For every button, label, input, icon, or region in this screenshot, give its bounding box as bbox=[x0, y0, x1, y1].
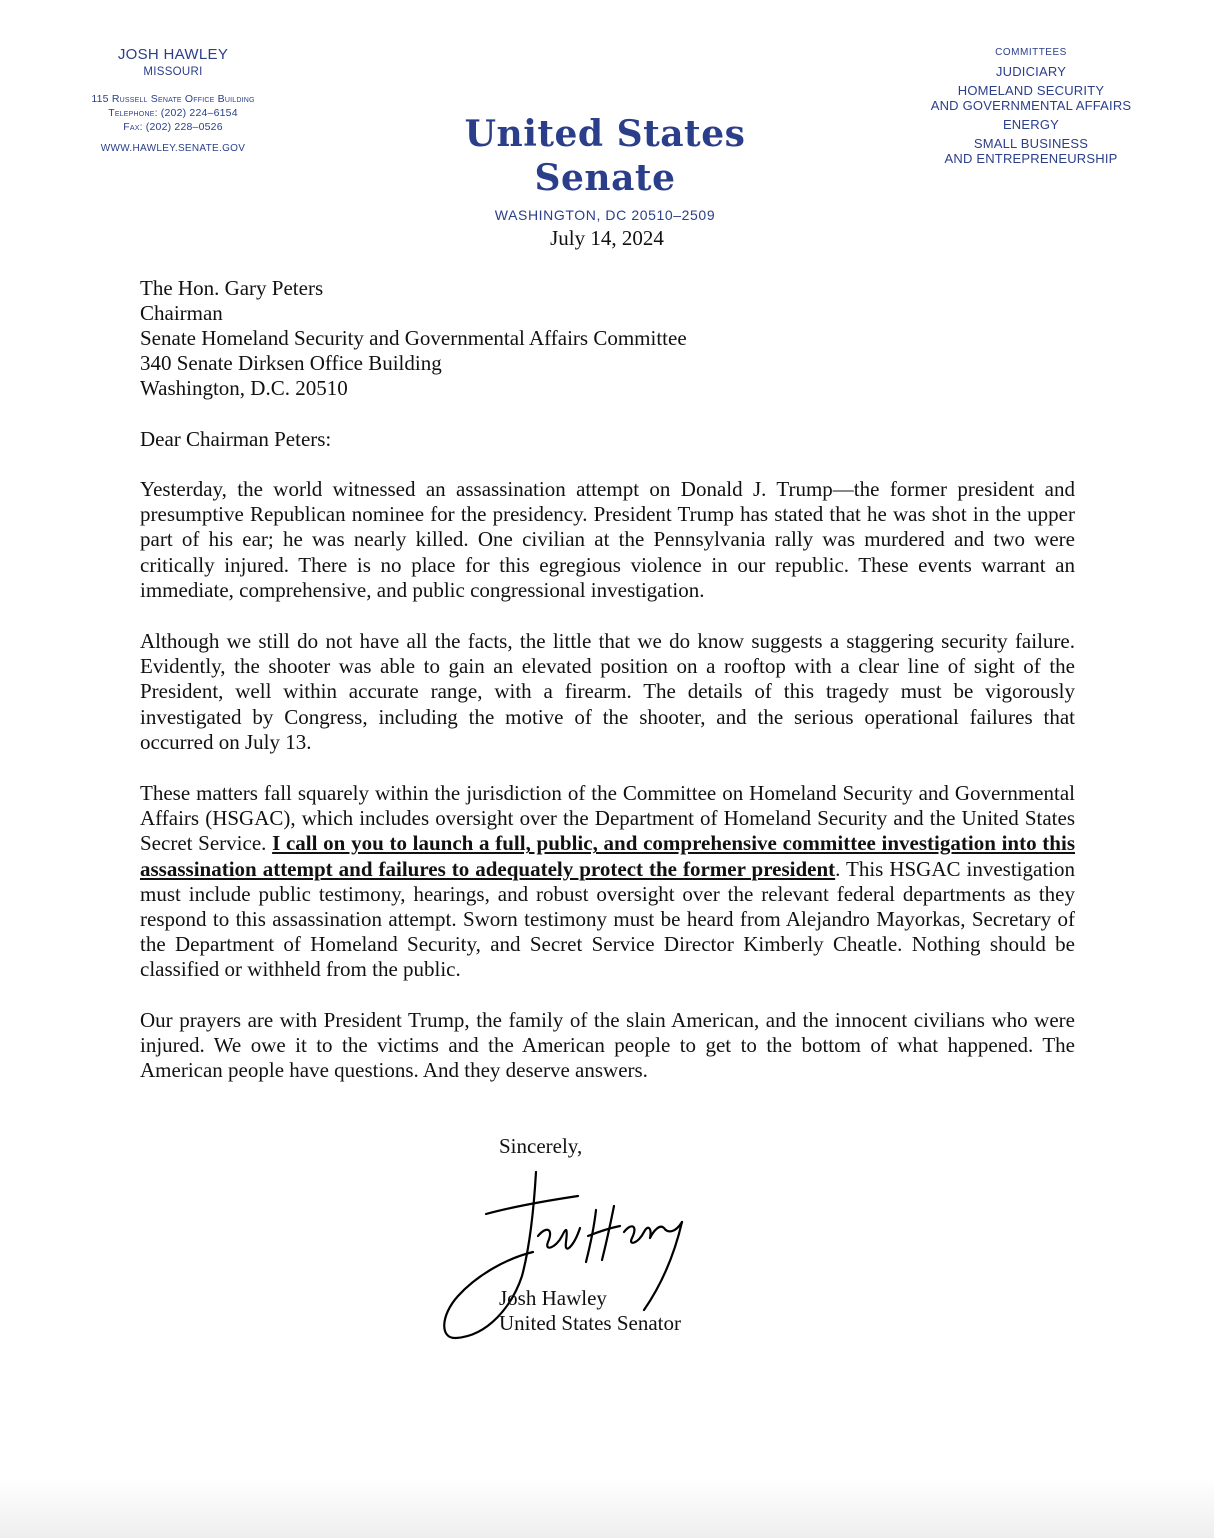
office-building: 115 Russell Senate Office Building bbox=[91, 93, 255, 105]
recipient-address bbox=[140, 276, 687, 401]
senator-name: JOSH HAWLEY bbox=[117, 46, 229, 63]
website-link[interactable]: WWW.HAWLEY.SENATE.GOV bbox=[100, 143, 246, 154]
paragraph-3-rest: . This HSGAC investigation must include public testimony, hearings, and robust oversight over the relevant federal departments as they respond to this assassination attempt. Sworn testimony must be heard from Alejandro Mayorkas, Secretary of the Department of Homeland Security, and Secret Service Director Kimberly Cheatle. Nothing should be classified or withheld from the public. bbox=[140, 856, 1075, 982]
recipient-title: Chairman bbox=[140, 301, 223, 325]
committee-homeland bbox=[915, 83, 1147, 113]
committee-homeland-line1: HOMELAND SECURITY bbox=[957, 83, 1105, 98]
senate-city: WASHINGTON, DC 20510–2509 bbox=[494, 207, 716, 223]
office-address bbox=[70, 92, 276, 134]
recipient-city: Washington, D.C. 20510 bbox=[140, 376, 348, 400]
committee-homeland-line2: AND GOVERNMENTAL AFFAIRS bbox=[930, 98, 1132, 113]
committee-small-business bbox=[915, 136, 1147, 166]
committee-small-business-line1: SMALL BUSINESS bbox=[973, 136, 1089, 151]
letter-date: July 14, 2024 bbox=[550, 226, 664, 250]
paragraph-3-emphasis: I call on you to launch a full, public, and comprehensive committee investigation into this assassination attempt and failures to adequately protect the former president bbox=[140, 831, 1075, 881]
senate-title: United States Senate bbox=[464, 113, 746, 199]
recipient-building: 340 Senate Dirksen Office Building bbox=[140, 351, 442, 375]
signature-block bbox=[499, 1286, 681, 1336]
closing: Sincerely, bbox=[499, 1134, 583, 1158]
paragraph-2: Although we still do not have all the facts, the little that we do know suggests a staggering security failure. Evidently, the shooter was able to gain an elevated position on a rooftop with a clear line of sight of the President, well within accurate range, with a firearm. The details of this tragedy must be vigorously investigated by Congress, including the motive of the shooter, and the serious operational failures that occurred on July 13. bbox=[140, 629, 1075, 754]
committee-small-business-line2: AND ENTREPRENEURSHIP bbox=[944, 151, 1118, 166]
office-telephone: Telephone: (202) 224–6154 bbox=[108, 107, 238, 119]
paragraph-3 bbox=[140, 781, 1075, 983]
senator-letterhead bbox=[70, 46, 276, 156]
committees-heading: COMMITTEES bbox=[995, 47, 1067, 58]
page-bottom-shadow bbox=[0, 1478, 1214, 1538]
signer-title: United States Senator bbox=[499, 1311, 681, 1336]
recipient-committee: Senate Homeland Security and Governmental Affairs Committee bbox=[140, 326, 687, 350]
paragraph-1: Yesterday, the world witnessed an assassination attempt on Donald J. Trump—the former president and presumptive Republican nominee for the presidency. President Trump has stated that he was shot in the upper part of his ear; he was nearly killed. One civilian at the Pennsylvania rally was murdered and two were critically injured. There is no place for this egregious violence in our republic. These events warrant an immediate, comprehensive, and public congressional investigation. bbox=[140, 477, 1075, 602]
committee-energy: ENERGY bbox=[1002, 117, 1060, 132]
recipient-name: The Hon. Gary Peters bbox=[140, 276, 324, 300]
senator-state: MISSOURI bbox=[143, 66, 203, 78]
senate-masthead bbox=[420, 112, 790, 224]
committees-list bbox=[915, 46, 1147, 166]
salutation: Dear Chairman Peters: bbox=[140, 427, 332, 451]
signer-name: Josh Hawley bbox=[499, 1286, 607, 1310]
paragraph-3-intro: These matters fall squarely within the jurisdiction of the Committee on Homeland Security and Governmental Affairs (HSGAC), which includes oversight over the Department of Homeland Security and the United States Secret Service. bbox=[140, 781, 1075, 856]
paragraph-4: Our prayers are with President Trump, the family of the slain American, and the innocent civilians who were injured. We owe it to the victims and the American people to get to the bottom of what happened. The American people have questions. And they deserve answers. bbox=[140, 1008, 1075, 1083]
committee-judiciary: JUDICIARY bbox=[995, 64, 1067, 79]
office-fax: Fax: (202) 228–0526 bbox=[123, 121, 223, 133]
